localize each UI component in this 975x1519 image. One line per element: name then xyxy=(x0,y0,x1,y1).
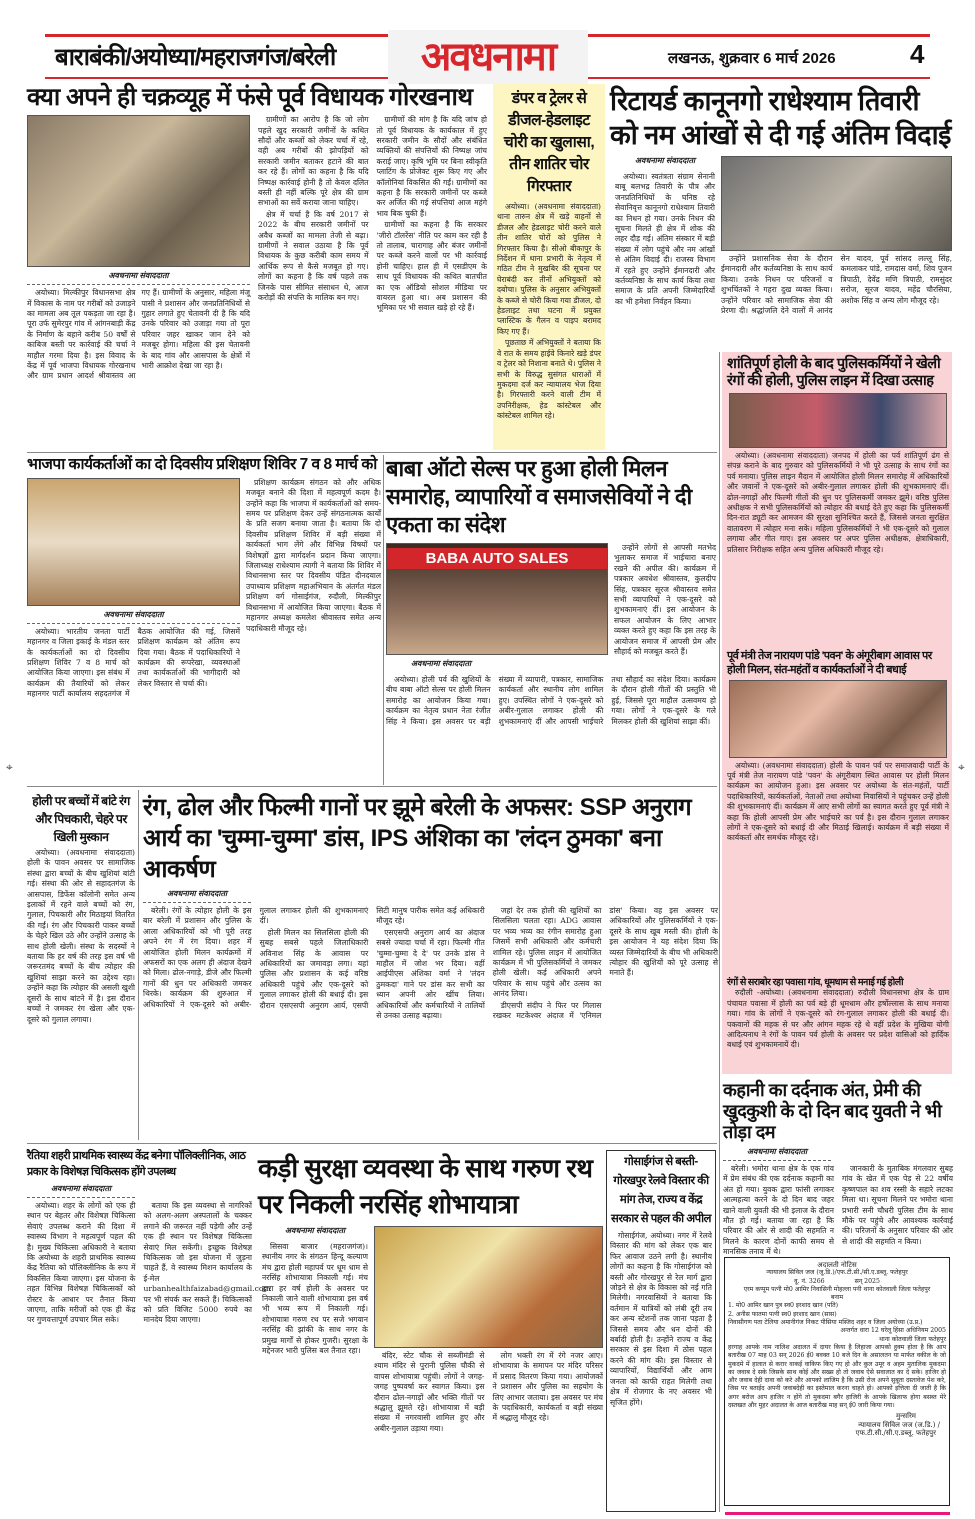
divider xyxy=(27,452,717,453)
notice-address: निवासीगण पता टेलिया अमानीगंज निकट पीसिया मस्जिद शहर व जिला अयोध्या (उ.प्र.) xyxy=(728,1319,923,1327)
notice-versus: बनाम xyxy=(830,1294,844,1302)
notice-defendant-1: 1. मो0 आमिर खान पुत्र स्व0 इरशाद खान (पति) xyxy=(728,1302,839,1310)
page-number: 4 xyxy=(910,39,924,69)
notice-year: सन् 2025 xyxy=(854,1277,880,1285)
article-2-headline: डंपर व ट्रेलर से डीजल-हेडलाइट चोरी का खुलासा, तीन शातिर चोर गिरफ्तार xyxy=(503,90,595,195)
notice-body: हरगाह आपके नाम नालिश अदालत में दायर किया है लिहाजा आपको हुक्म होता है कि आप बतारीख 07 माह 03 सन् 2026 ई0 बवक्त 10 बजे दिन के असालतन या मार्फत वकील के जो मुकदमे में हालात से करार वाकई वाकिफ किए गए हो और कुल उमूर व अहम मुतालिक मुकदमा का जवाब दे सके जिसके साथ कोई और सख्स हो तो जवाब ऐसे सवालात का दे सके। हाजिर हो और जवाब देही दावा को करे और आपको लाजिम है कि उसी रोज अपने सुबूता दस्तावेज पेश करे, जिस पर बताईद अपनी जवाबदेही का इस्तेमाल करना चाहते हो। आपको इत्तिला दी जाती है कि अगर बरोज आप हाजिर न होंगे तो मुकदमा बगैर हाजिरी के आपके खिलाफ होगा बसब्त मेरे दस्तखत और मुहर अदालत के आज बतारीख माह सन् ई0 जारी किया गया। xyxy=(728,1343,946,1410)
logo[interactable] xyxy=(388,30,588,84)
article-6-photo xyxy=(27,478,240,606)
article-1-photo xyxy=(27,115,250,267)
edition-name: बाराबंकी/अयोध्या/महराजगंज/बरेली xyxy=(55,44,336,71)
article-11-headline: कड़ी सुरक्षा व्यवस्था के साथ गरुण रथ पर निकली नरसिंह शोभायात्रा xyxy=(258,1153,593,1219)
article-7-body-b: उन्होंने लोगों से आपसी मतभेद भुलाकर समाज में भाईचारा बनाए रखने की अपील की। कार्यक्रम में पत्रकार अवधेश श्रीवास्तव, कुलदीप सिंह, पत्रकार सूरज श्रीवास्तव समेत सभी व्यापारियों ने एक-दूसरे को शुभकामनाएं दीं। इस आयोजन के सफल आयोजन के लिए आभार व्यक्त करते हुए कहा कि इस तरह के आयोजन समाज में आपसी प्रेम और सौहार्द को मजबूत करते हैं। xyxy=(614,543,716,657)
divider xyxy=(138,790,139,1140)
article-1-byline: अवधनामा संवाददाता xyxy=(27,270,250,285)
registration-mark-icon: ⌖ xyxy=(958,760,965,774)
article-10-body: अयोध्या। शहर के लोगों को एक ही स्थान पर बेहतर और विशेषज्ञ चिकित्सा सेवाएं उपलब्ध कराने की दिशा में स्वास्थ्य विभाग ने महत्वपूर्ण पहल की है। मुख्य चिकित्सा अधिकारी ने बताया कि अयोध्या के शहरी प्राथमिक स्वास्थ्य केंद्र रैतिया को पॉलिक्लीनिक के रूप में विकसित किया जाएगा। इस योजना के तहत विभिन्न विशेषज्ञ चिकित्सकों को रोस्टर के आधार पर तैनात किया जाएगा, ताकि मरीजों को एक ही केंद्र पर गुणवत्तापूर्ण उपचार मिल सके। बताया कि इस व्यवस्था से नागरिकों को अलग-अलग अस्पतालों के चक्कर लगाने की जरूरत नहीं पड़ेगी और उन्हें एक ही स्थान पर विशेषज्ञ चिकित्सा सेवाएं मिल सकेंगी। इच्छुक विशेषज्ञ चिकित्सक जो इस योजना में जुड़ना चाहते हैं, वे स्वास्थ्य मिशन कार्यालय के ई-मेल urbanhealthfaizabad@gmail.com पर भी संपर्क कर सकते हैं। चिकित्सकों को प्रति विजिट 5000 रुपये का मानदेय दिया जाएगा। xyxy=(27,1201,271,1325)
article-1-body-a: अयोध्या। मिल्कीपुर विधानसभा क्षेत्र में विकास के नाम पर गरीबों को उजाड़ने का मामला अब तूल पकड़ता जा रहा है। पूरा उर्फ सुमेरपुर गांव में आंगनबाड़ी केंद्र के निर्माण के बहाने करीब 50 वर्षों से काबिज बस्ती पर कार्रवाई की चर्चा ने माहौल गरमा दिया है। इस विवाद के केंद्र में पूर्व भाजपा विधायक गोरखनाथ और ग्राम प्रधान आदर्श श्रीवास्तव आ गए हैं। ग्रामीणों के अनुसार, महिला मंजू पासी ने प्रशासन और जनप्रतिनिधियों से गुहार लगाते हुए चेतावनी दी है कि यदि उनके परिवार को उजाड़ा गया तो पूरा परिवार जहर खाकर जान देने को मजबूर होगा। महिला की इस चेतावनी के बाद गांव और आसपास के क्षेत्रों में भारी आक्रोश देखा जा रहा है। xyxy=(27,288,250,381)
bottom-rule xyxy=(725,1512,950,1515)
article-10-headline: रैतिया शहरी प्राथमिक स्वास्थ्य केंद्र बनेगा पॉलिक्लीनिक, आठ प्रकार के विशेषज्ञ चिकित्सक होंगे उपलब्ध xyxy=(27,1150,246,1178)
notice-act: अन्तर्गत धारा 12 घरेलू हिंसा अधिनियम 2005 xyxy=(840,1327,946,1335)
article-3 xyxy=(610,84,952,348)
article-6-body-a: अयोध्या। भारतीय जनता पार्टी महानगर व जिला इकाई के मंडल स्तर के कार्यकर्ताओं का दो दिवसीय प्रशिक्षण शिविर 7 व 8 मार्च को आयोजित किया जाएगा। इस संबंध में कार्यक्रम की तैयारियों को लेकर महानगर पार्टी कार्यालय सहदतगंज में बैठक आयोजित की गई, जिसमें प्रशिक्षण कार्यक्रम को अंतिम रूप दिया गया। बैठक में पदाधिकारियों ने कार्यक्रम की रूपरेखा, व्यवस्थाओं तथा कार्यकर्ताओं की भागीदारी को लेकर विस्तार से चर्चा की। xyxy=(27,626,240,699)
article-1-body-b: ग्रामीणों का आरोप है कि जो लोग पहले खुद सरकारी जमीनों के कथित सौदों और कब्जों को लेकर चर्चा में रहे, वही अब गरीबों की झोपड़ियों को सरकारी जमीन बताकर हटाने की बात कर रहे हैं। लोगों का कहना है कि यदि निष्पक्ष कार्रवाई होनी है तो केवल दलित बस्ती ही नहीं बल्कि पूरे क्षेत्र की ग्राम सभाओं का सर्वे कराया जाना चाहिए। क्षेत्र में चर्चा है कि वर्ष 2017 से 2022 के बीच सरकारी जमीनों पर अवैध कब्जों का मामला तेजी से बढ़ा। ग्रामीणों ने सवाल उठाया है कि पूर्व विधायक के कुछ करीबी काम समय में आर्थिक रूप से कैसे मजबूत हो गए। लोगों का कहना है कि वर्ष पहले तक जिनके पास सीमित संसाधन थे, आज करोड़ों की संपत्ति के मालिक बन गए। ग्रामीणों की मांग है कि यदि जांच हो तो पूर्व विधायक के कार्यकाल में हुए सरकारी जमीन के सौदों और संबंधित व्यक्तियों की संपत्तियों की निष्पक्ष जांच कराई जाए। कृषि भूमि पर बिना स्वीकृति प्लाटिंग के प्रोजेक्ट शुरू किए गए और कॉलोनियां विकसित की गईं। ग्रामीणों का कहना है कि सरकारी जमीनों पर कब्जे कर अर्जित की गई संपत्तियां आज महंगे भाव बिक चुकी हैं। ग्रामीणों का कहना है कि सरकार 'जीरो टॉलरेंस' नीति पर काम कर रही है तो तालाब, चारागाह और बंजर जमीनों पर कब्जे करने वालों पर भी कार्रवाई होनी चाहिए। हाल ही में एसडीएम के साथ पूर्व विधायक की कथित बातचीत का एक ऑडियो सोशल मीडिया पर वायरल हुआ था। अब प्रशासन की भूमिका पर भी सवाल खड़े हो रहे हैं। xyxy=(258,115,487,313)
article-11-body-a: सिसवा बाजार (महराजगंज)। स्थानीय नगर के संगठन हिन्दू कल्याण मंच द्वारा होली महापर्व पर धूम धाम से नरसिंह शोभायात्रा निकाली गई। मंच द्वारा हर वर्ष होली के अवसर पर निकाली जाने वाली शोभायात्रा इस वर्ष भी भव्य रूप में निकाली गई। शोभायात्रा गरुण रथ पर सजे भगवान नरसिंह की झांकी के साथ नगर के प्रमुख मार्गों से होकर गुजरी। सुरक्षा के मद्देनजर भारी पुलिस बल तैनात रहा। xyxy=(262,1242,368,1356)
issue-date: लखनऊ, शुक्रवार 6 मार्च 2026 xyxy=(668,50,836,67)
article-3-headline: रिटायर्ड कानूनगो राधेश्याम तिवारी को नम आंखों से दी गई अंतिम विदाई xyxy=(610,86,951,150)
article-3-body-b: उन्होंने प्रशासनिक सेवा के दौरान ईमानदारी और कर्तव्यनिष्ठा के साथ कार्य किया। उनके निधन पर परिजनों व शुभचिंतकों ने गहरा दुख व्यक्त किया। उन्होंने परिवार को सामाजिक सेवा की प्रेरणा दी। श्रद्धांजलि देने वालों में आनंद सेन यादव, पूर्व सांसद लल्लू सिंह, कमलाकर पांडे, रामदास वर्मा, शिव पूजन त्रिपाठी, देवेंद्र मणि त्रिपाठी, रामसुंदर सरोज, सूरज यादव, महेंद्र चौरसिया, अशोक सिंह व अन्य लोग मौजूद रहे। xyxy=(721,254,952,316)
article-2-body: अयोध्या। (अवधनामा संवाददाता) थाना तारुन क्षेत्र में खड़े वाहनों से डीजल और हेडलाइट चोरी करने वाले तीन शातिर चोरों को पुलिस ने गिरफ्तार किया है। सीओ बीकापुर के निर्देशन में थाना प्रभारी के नेतृत्व में गठित टीम ने मुखबिर की सूचना पर घेराबंदी कर तीनों अभियुक्तों को दबोचा। पुलिस के अनुसार अभियुक्तों के कब्जे से चोरी किया गया डीजल, दो हेडलाइट तथा घटना में प्रयुक्त प्लास्टिक के गैलन व पाइप बरामद किए गए हैं। पूछताछ में अभियुक्तों ने बताया कि वे रात के समय हाईवे किनारे खड़े डंपर व ट्रेलर को निशाना बनाते थे। पुलिस ने सभी के विरुद्ध सुसंगत धाराओं में मुकदमा दर्ज कर न्यायालय भेज दिया है। गिरफ्तारी करने वाली टीम में उपनिरीक्षक, हेड कांस्टेबल और कांस्टेबल शामिल रहे। xyxy=(497,202,601,421)
article-5-body: अयोध्या। (अवधनामा संवाददाता) होली के पावन पर्व पर समाजवादी पार्टी के पूर्व मंत्री तेज नारायण पांडे 'पवन' के अंगूरीबाग स्थित आवास पर होली मिलन कार्यक्रम का आयोजन हुआ। इस अवसर पर अयोध्या के संत-महंतों, पार्टी पदाधिकारियों, कार्यकर्ताओं, नेताओं तथा अयोध्या निवासियों ने पहुंचकर उन्हें होली की शुभकामनाएं दीं। कार्यक्रम में आए सभी लोगों का स्वागत करते हुए पूर्व मंत्री ने कहा कि होली आपसी प्रेम और भाईचारे का पर्व है। इस दौरान गुलाल लगाकर लोगों ने एक-दूसरे को बधाई दी और मिठाई खिलाई। कार्यक्रम में बड़ी संख्या में कार्यकर्ता और समर्थक मौजूद रहे। xyxy=(727,760,949,843)
article-4-headline: शांतिपूर्ण होली के बाद पुलिसकर्मियों ने खेली रंगों की होली, पुलिस लाइन में दिखा उत्साह xyxy=(727,356,941,389)
article-12-body: गोसाईगंज, अयोध्या। नगर में रेलवे विस्तार की मांग को लेकर एक बार फिर आवाज उठने लगी है। स्थानीय लोगों का कहना है कि गोसाईगंज को बस्ती और गोरखपुर से रेल मार्ग द्वारा जोड़ने से क्षेत्र के विकास को नई गति मिलेगी। नगरवासियों ने बताया कि वर्तमान में यात्रियों को लंबी दूरी तय कर अन्य स्टेशनों तक जाना पड़ता है जिससे समय और धन दोनों की बर्बादी होती है। उन्होंने राज्य व केंद्र सरकार से इस दिशा में ठोस पहल करने की मांग की। इस विस्तार से व्यापारियों, विद्यार्थियों और आम जनता को काफी राहत मिलेगी तथा क्षेत्र में रोजगार के नए अवसर भी सृजित होंगे। xyxy=(610,1231,712,1407)
right-pink-column xyxy=(722,352,952,1074)
article-9-body: बरेली। रंगों के त्योहार होली के इस बार बरेली में प्रशासन और पुलिस के आला अधिकारियों को भी पूरी तरह अपने रंग में रंग दिया। शहर में आयोजित होली मिलन कार्यक्रमों में अफसरों का एक अलग ही अंदाज देखने को मिला। ढोल-नगाड़े, डीजे और फिल्मी गानों की धुन पर अधिकारी जमकर थिरके। कार्यक्रम की शुरुआत में अधिकारियों ने एक-दूसरे को अबीर-गुलाल लगाकर होली की शुभकामनाएं दीं। होली मिलन का सिलसिला होली की सुबह सबसे पहले जिलाधिकारी अविनाश सिंह के आवास पर अधिकारियों का जमावड़ा लगा। यहां पुलिस और प्रशासन के कई वरिष्ठ अधिकारी पहुंचे और एक-दूसरे को गुलाल लगाकर होली की बधाई दी। इस दौरान एसएसपी अनुराग आर्य, एसपी सिटी मानुष पारीक समेत कई अधिकारी मौजूद रहे। एसएसपी अनुराग आर्य का अंदाज सबसे ज्यादा चर्चा में रहा। फिल्मी गीत 'चुम्मा-चुम्मा दे दे' पर उनके डांस ने माहौल में जोश भर दिया। वहीं आईपीएस अंशिका वर्मा ने 'लंदन ठुमकदा' गाने पर डांस कर सभी का ध्यान अपनी ओर खींच लिया। अधिकारियों और कर्मचारियों ने तालियों से उनका उत्साह बढ़ाया। जहां देर तक होली की खुशियों का सिलसिला चलता रहा। ADG आवास पर भव्य भव्य का रंगीन समारोह हुआ जिसमें सभी अधिकारी और कर्मचारी शामिल रहे। पुलिस लाइन में आयोजित कार्यक्रम में भी पुलिसकर्मियों ने जमकर होली खेली। कई अधिकारी अपने परिवार के साथ पहुंचे और उत्सव का आनंद लिया। डीएसपी संदीप ने फिर पर गिलास रखकर मटकेश्वर अंदाज में 'एनिमल डांस' किया। वह इस अवसर पर अधिकारियों और पुलिसकर्मियों ने एक-दूसरे के साथ खूब मस्ती की। होली के इस आयोजन ने यह संदेश दिया कि व्यस्त जिम्मेदारियों के बीच भी अधिकारी त्योहार की खुशियों को पूरे उत्साह से मनाते हैं। xyxy=(143,906,718,1021)
article-13-body: बरेली। भमोरा थाना क्षेत्र के एक गांव में प्रेम संबंध की एक दर्दनाक कहानी का अंत हो गया। युवक द्वारा फांसी लगाकर आत्महत्या करने के दो दिन बाद जहर खाने वाली युवती की भी इलाज के दौरान मौत हो गई। बताया जा रहा है कि परिवार की ओर से शादी की सहमति न मिलने के कारण दोनों काफी समय से मानसिक तनाव में थे। जानकारी के मुताबिक मंगलवार सुबह गांव के खेत में एक पेड़ से 22 वर्षीय कृष्णपाल का शव रस्सी के सहारे लटका मिला था। सूचना मिलने पर भमोरा थाना प्रभारी सनी चौधरी पुलिस टीम के साथ मौके पर पहुंचे और आवश्यक कार्रवाई की। परिजनों के अनुसार परिवार की ओर से शादी की सहमति न किया। xyxy=(723,1164,953,1257)
divider xyxy=(27,786,717,787)
article-6-body-b: प्रशिक्षण कार्यक्रम संगठन को और अधिक मजबूत बनाने की दिशा में महत्वपूर्ण कदम है। उन्होंने कहा कि भाजपा में कार्यकर्ताओं को समय-समय पर प्रशिक्षण देकर उन्हें संगठनात्मक कार्यों के प्रति सजग बनाया जाता है। बताया कि दो दिवसीय प्रशिक्षण शिविर में बड़ी संख्या में कार्यकर्ता भाग लेंगे और विभिन्न विषयों पर विशेषज्ञों द्वारा मार्गदर्शन प्रदान किया जाएगा। जिलाध्यक्ष राधेश्याम त्यागी ने बताया कि शिविर में विधानसभा स्तर पर दिवसीय पंडित दीनदयाल उपाध्याय प्रशिक्षण महाअभियान के अंतर्गत मंडल प्रशिक्षण वर्ग गोसाईगंज, रुदौली, मिल्कीपुर विधानसभा में आयोजित किया जाएगा। बैठक में महानगर अध्यक्ष कमलेश श्रीवास्तव समेत अन्य पदाधिकारी मौजूद रहे। xyxy=(246,477,381,633)
article-9-byline: अवधनामा संवाददाता xyxy=(143,888,251,903)
notice-sign-1: मुन्सरिम xyxy=(895,1412,916,1421)
logo-text: अवधनामा xyxy=(420,35,556,79)
article-11-body-b: बंदिर, स्टेट चौक से सब्जीमंडी से श्याम मंदिर से पुरानी पुलिस चौकी से वापस शोभायात्रा पहुंची। लोगों ने जगह-जगह पुष्पवर्षा कर स्वागत किया। इस दौरान ढोल-नगाड़ों और भक्ति गीतों पर श्रद्धालु झूमते रहे। शोभायात्रा में बड़ी संख्या में नगरवासी शामिल हुए और अबीर-गुलाल उड़ाया गया। लोग भक्ती रंग में रंगे नजर आए। शोभायात्रा के समापन पर मंदिर परिसर में प्रसाद वितरण किया गया। आयोजकों ने प्रशासन और पुलिस का सहयोग के लिए आभार जताया। इस अवसर पर मंच के पदाधिकारी, कार्यकर्ता व बड़ी संख्या में श्रद्धालु मौजूद रहे। xyxy=(374,1351,603,1433)
article-8 xyxy=(27,792,135,1138)
article-13-byline: अवधनामा संवाददाता xyxy=(723,1146,831,1161)
article-1 xyxy=(27,84,487,450)
notice-case-no: वू. नं. 3266 xyxy=(794,1277,825,1285)
court-notice xyxy=(724,1257,950,1506)
article-4-photo xyxy=(729,393,947,448)
article-8-headline: होली पर बच्चों में बांटे रंग और पिचकारी, चेहरे पर खिली मुस्कान xyxy=(32,794,130,844)
article-5b-body: रुदौली -अयोध्या। (अवधनामा संवाददाता) रुदौली विधानसभा क्षेत्र के ग्राम पंचायत पवासा में होली का पर्व बड़े ही धूमधाम और हर्षोल्लास के साथ मनाया गया। गांव के लोगों ने एक-दूसरे को रंग-गुलाल लगाकर होली की बधाई दी। पकवानों की महक से घर और आंगन महक रहे थे वहीं प्रदेश के मुखिया योगी आदित्यनाथ ने रंगों के पावन पर्व होली के अवसर पर प्रदेश वासिओ को हार्दिक बधाई एवं शुभकामनायें दी। xyxy=(727,988,949,1050)
notice-sign-2: न्यायालय सिविल जज (ज.डि.) / xyxy=(858,1420,940,1429)
article-11-photo xyxy=(374,1226,603,1348)
article-12-box xyxy=(606,1150,716,1512)
article-6-headline: भाजपा कार्यकर्ताओं का दो दिवसीय प्रशिक्षण शिविर 7 व 8 मार्च को xyxy=(27,456,377,473)
divider xyxy=(27,1143,717,1144)
article-7-body-a: अयोध्या। होली पर्व की खुशियों के बीच बाबा ऑटो सेल्स पर होली मिलन समारोह का आयोजन किया गया। कार्यक्रम का नेतृत्व प्रधान नेता रंजीत सिंह ने किया। इस अवसर पर बड़ी संख्या में व्यापारी, पत्रकार, सामाजिक कार्यकर्ता और स्थानीय लोग शामिल हुए। उपस्थित लोगों ने एक-दूसरे को अबीर-गुलाल लगाकर होली की शुभकामनाएं दीं और आपसी भाईचारे तथा सौहार्द का संदेश दिया। कार्यक्रम के दौरान होली गीतों की प्रस्तुति भी हुई, जिससे पूरा माहौल उत्सवमय हो गया। लोगों ने एक-दूसरे के गले मिलकर होली की खुशियां साझा कीं। xyxy=(386,675,716,726)
article-6 xyxy=(27,456,381,782)
article-2-box xyxy=(493,84,605,450)
notice-court: न्यायालय सिविल जज (जू.डि.)/एफ.टी.सी./सी.ए.डब्लू. फतेहपुर xyxy=(766,1269,908,1277)
notice-plaintiff: एरम कप्पूम पत्नी मो0 आमिर निवासिनी मोहल्ला पनी थाना कोतवाली जिला फतेहपुर xyxy=(743,1285,931,1293)
article-3-photo xyxy=(721,156,952,251)
article-7-byline: अवधनामा संवाददाता xyxy=(410,659,472,668)
article-7 xyxy=(386,455,716,782)
article-1-headline: क्या अपने ही चक्रव्यूह में फंसे पूर्व विधायक गोरखनाथ xyxy=(27,84,473,111)
divider xyxy=(383,455,384,785)
article-5-photo xyxy=(729,680,947,758)
notice-sign-3: एफ.टी.सी./सी.ए.डब्लू. फतेहपुर xyxy=(855,1428,936,1437)
article-7-photo xyxy=(386,543,608,655)
article-5b-headline: रंगों से सराबोर रहा पवासा गांव, धूमधाम से मनाई गई होली xyxy=(727,976,904,988)
article-10 xyxy=(27,1148,271,1510)
notice-defendant-2: 2. अनीस फातमा पत्नी स्व0 इरशाद खान (सास) xyxy=(728,1310,837,1318)
article-4-body: अयोध्या। (अवधनामा संवाददाता) जनपद में होली का पर्व शांतिपूर्ण ढंग से संपन्न कराने के बाद गुरुवार को पुलिसकर्मियों ने भी पूरे उत्साह के साथ रंगों का पर्व मनाया। पुलिस लाइन मैदान में आयोजित होली मिलन समारोह में अधिकारियों और जवानों ने एक-दूसरे को अबीर-गुलाल लगाकर होली की शुभकामनाएं दीं। ढोल-नगाड़ों और फिल्मी गीतों की धुन पर पुलिसकर्मी जमकर झूमे। वरिष्ठ पुलिस अधीक्षक ने सभी पुलिसकर्मियों को त्योहार की बधाई देते हुए कहा कि पुलिसकर्मी दिन-रात ड्यूटी कर आमजन की सुरक्षा सुनिश्चित करते हैं, जिससे जनता सुरक्षित वातावरण में त्योहार मना सके। महिला पुलिसकर्मियों ने भी एक-दूसरे को गुलाल लगाया और गीत गाए। इस अवसर पर अपर पुलिस अधीक्षक, क्षेत्राधिकारी, प्रतिसार निरीक्षक सहित अन्य पुलिस अधिकारी मौजूद रहे। xyxy=(727,451,949,554)
article-11 xyxy=(258,1150,603,1510)
registration-mark-icon: ⌖ xyxy=(6,760,13,774)
article-3-byline: अवधनामा संवाददाता xyxy=(634,156,696,165)
article-9-headline: रंग, ढोल और फिल्मी गानों पर झूमे बरेली के अफसर: SSP अनुराग आर्य का 'चुम्मा-चुम्मा' डांस, IPS अंशिका का 'लंदन ठुमका' बना आकर्षण xyxy=(143,794,692,883)
article-3-body-a: अयोध्या। स्वतंत्रता संग्राम सेनानी बाबू बलभद्र तिवारी के पौत्र और जनप्रतिनिधियों के घनिष्ठ रहे सेवानिवृत्त कानूनगो राधेश्याम तिवारी का निधन हो गया। उनके निधन की सूचना मिलते ही क्षेत्र में शोक की लहर दौड़ गई। अंतिम संस्कार में बड़ी संख्या में लोग पहुंचे और नम आंखों से अंतिम विदाई दी। राजस्व विभाग में रहते हुए उन्होंने ईमानदारी और कर्तव्यनिष्ठा के साथ कार्य किया तथा समाज के प्रति अपनी जिम्मेदारियों का भी हमेशा निर्वहन किया। xyxy=(615,172,715,306)
article-12-headline: गोसाईगंज से बस्ती-गोरखपुर रेलवे विस्तार की मांग तेज, राज्य व केंद्र सरकार से पहल की अपील xyxy=(611,1156,711,1225)
baba-auto-sales-banner: BABA AUTO SALES xyxy=(387,548,607,569)
article-9 xyxy=(143,792,718,1138)
notice-station: थाना कोतवाली जिला फतेहपुर xyxy=(879,1335,946,1343)
article-13-headline: कहानी का दर्दनाक अंत, प्रेमी की खुदकुशी के दो दिन बाद युवती ने भी तोड़ा दम xyxy=(723,1080,942,1142)
notice-title: अदालती नोटिस xyxy=(817,1261,857,1269)
article-11-byline: अवधनामा संवाददाता xyxy=(284,1226,346,1235)
article-6-byline: अवधनामा संवाददाता xyxy=(27,609,240,624)
divider xyxy=(719,352,720,1512)
article-13 xyxy=(723,1080,953,1257)
article-10-byline: अवधनामा संवाददाता xyxy=(27,1183,135,1198)
article-8-body: अयोध्या। (अवधनामा संवाददाता) होली के पावन अवसर पर सामाजिक संस्था द्वारा बच्चों के बीच खुशियां बांटी गई। संस्था की ओर से सहादतगंज के आसपास, डिफेंस कॉलोनी समेत अन्य इलाकों में रहने वाले बच्चों को रंग, गुलाल, पिचकारी और मिठाइयां वितरित की गईं। रंग और पिचकारी पाकर बच्चों के चेहरे खिल उठे और उन्होंने उत्साह के साथ होली खेली। संस्था के सदस्यों ने बताया कि हर वर्ष की तरह इस वर्ष भी जरूरतमंद बच्चों के बीच त्योहार की खुशियां साझा करने का उद्देश्य रहा। उन्होंने कहा कि त्योहार की असली खुशी दूसरों के साथ बांटने में है। इस दौरान बच्चों ने जमकर रंग खेला और एक-दूसरे को गुलाल लगाया। xyxy=(27,848,135,1024)
article-7-headline: बाबा ऑटो सेल्स पर हुआ होली मिलन समारोह, व्यापारियों व समाजसेवियों ने दी एकता का संदेश xyxy=(386,456,692,537)
article-5-headline: पूर्व मंत्री तेज नारायण पांडे 'पवन' के अंगूरीबाग आवास पर होली मिलन, संत-महंतों व कार्यकर्ताओं ने दी बधाई xyxy=(727,649,932,676)
